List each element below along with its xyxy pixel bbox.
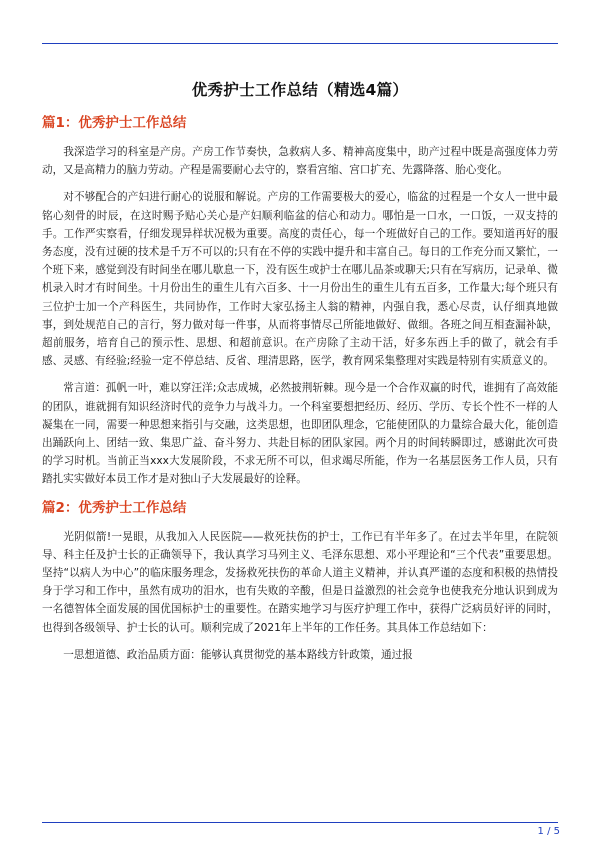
paragraph: 对不够配合的产妇进行耐心的说服和解说。产房的工作需要极大的爱心，临盆的过程是一个女人一世中最铭心刻骨的时辰，在这时赐予贴心关心是产妇顺利临盆的信心和动力。哪怕是一口水，一口饭，一双支持的手。工作严实察看，仔细发现异样状况极为重要。高度的责任心，每一个班做好自己的工作。要知道再好的服务态度，没有过硬的技术是千万不可以的;只有在不停的实践中提升和丰富自己。每日的工作充分而又繁忙，一个班下来，感觉到没有时间坐在哪儿歇息一下，没有医生或护士在哪儿品茶或聊天;只有在写病历，记录单、微机录入时才有时间坐。十月份出生的重生儿有六百多、十一月份出生的重生儿有五百多，工作量大;每个班只有三位护士加一个产科医生，共同协作，工作时大家弘扬主人翁的精神，内强自我，悉心尽责，认仔细真地做事，到处规范自己的言行，努力做对每一件事，从而将事情尽己所能地做好、做细。各班之间互相查漏补缺，超前服务，培育自己的预示性、思想、和超前意识。在产房除了主动干活，好多东西上手的做了，就会有手感、灵感、有经验;经验一定不停总结、反省、理清思路，医学，教育网采集整理对实践是特别有实质意义的。: [42, 191, 558, 368]
paragraph: 光阴似箭!一晃眼，从我加入人民医院——救死扶伤的护士，工作已有半年多了。在过去半年里，在院领导、科主任及护士长的正确领导下，我认真学习马列主义、毛泽东思想、邓小平理论和“三个代表”重要思想。坚持“以病人为中心”的临床服务理念，发扬救死扶伤的革命人道主义精神，并认真严谨的态度和积极的热情投身于学习和工作中，虽然有成功的泪水，也有失败的辛酸，但是日益激烈的社会竞争也使我充分地认识到成为一名德智体全面发展的国优国标护士的重要性。在踏实地学习与医疗护理工作中，获得广泛病员好评的同时，也得到各级领导、护士长的认可。顺利完成了2021年上半年的工作任务。其具体工作总结如下：: [42, 530, 558, 634]
section-heading: 篇2：优秀护士工作总结: [42, 499, 187, 516]
section-2: [42, 498, 558, 664]
section-1: [42, 113, 558, 489]
document-body: [42, 113, 558, 673]
document-title: 优秀护士工作总结（精选4篇）: [191, 81, 409, 99]
paragraph: 常言道：孤帆一叶，难以穿汪洋;众志成城，必然披荆斩棘。现今是一个合作双赢的时代，谁拥有了高效能的团队，谁就拥有知识经济时代的竞争力与战斗力。一个科室要想把经历、经历、学历、专长个性不一样的人凝集在一同，需要一种思想来指引与交融，这类思想，也即团队理念，它能使团队的力量综合最大化，能创造出踊跃向上、团结一致、集思广益、奋斗努力、共赴目标的团队家园。两个月的时间转瞬即过，感谢此次可贵的学习时机。当前正当xxx大发展阶段，不求无所不可以，但求竭尽所能，作为一名基层医务工作人员，只有踏扎实实做好本员工作才是对独山子大发展最好的诠释。: [42, 382, 558, 486]
header-rule: [42, 43, 558, 44]
section-heading: 篇1：优秀护士工作总结: [42, 115, 187, 131]
footer-rule: [42, 822, 558, 823]
paragraph: 我深造学习的科室是产房。产房工作节奏快，急救病人多、精神高度集中，助产过程中既是高强度体力劳动，又是高精力的脑力劳动。产程是需要耐心去守的，察看宫缩、宫口扩充、先露降落、胎心变化。: [42, 146, 558, 177]
paragraph: 一思想道德、政治品质方面：能够认真贯彻党的基本路线方针政策，通过报: [63, 648, 413, 661]
page-indicator: 1 / 5: [537, 826, 560, 837]
